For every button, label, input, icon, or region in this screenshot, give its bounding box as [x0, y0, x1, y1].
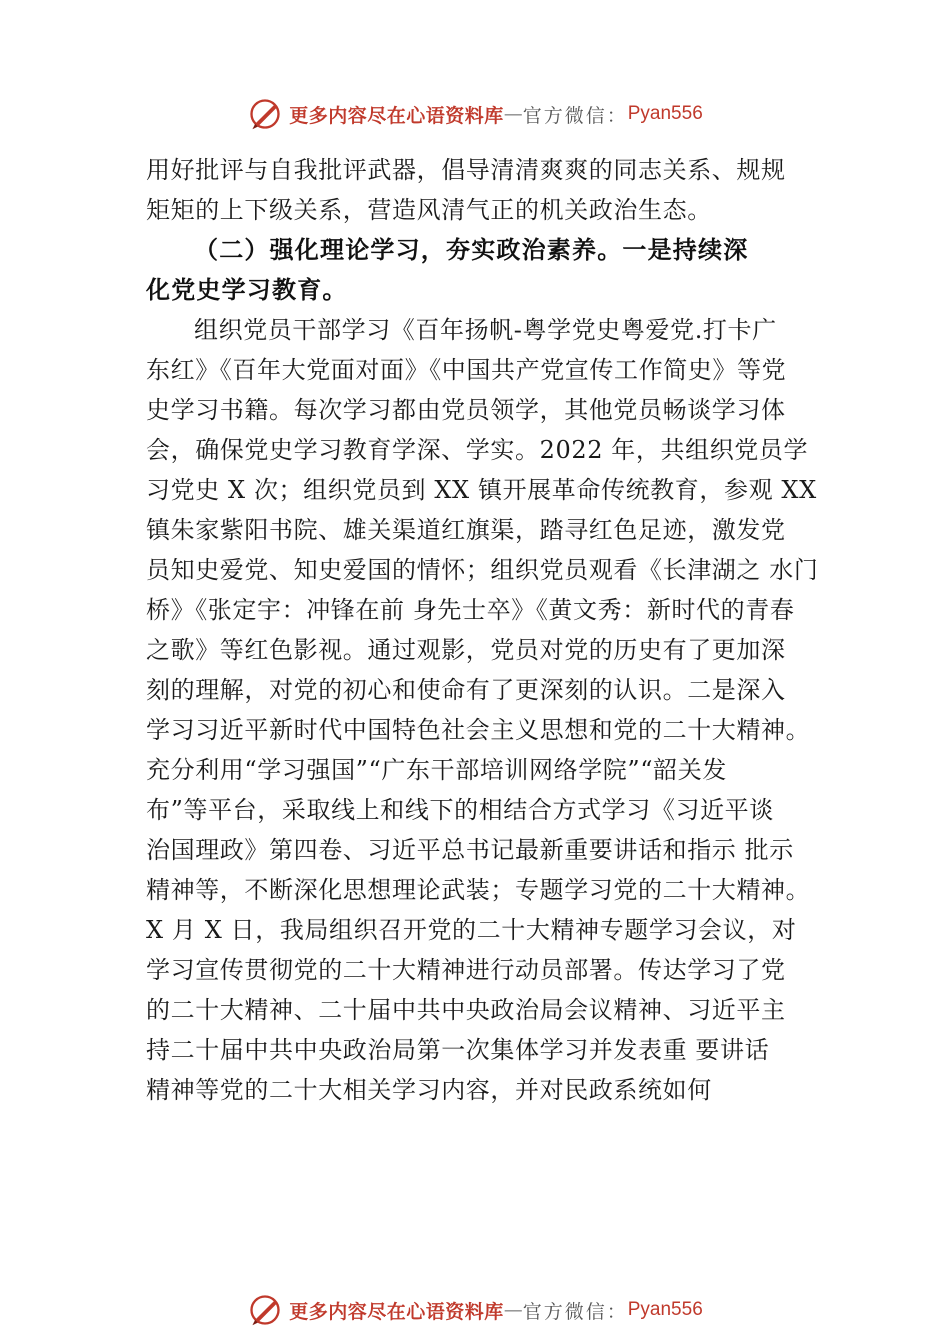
- text-line: 学习宣传贯彻党的二十大精神进行动员部署。传达学习了党: [146, 956, 786, 984]
- section-heading-continued: 化党史学习教育。: [146, 275, 348, 304]
- banner-label: 官方微信：: [522, 1300, 628, 1323]
- text-line: 东红》《百年大党面对面》《中国共产党宣传工作简史》等党: [146, 356, 787, 384]
- text-line: 的二十大精神、二十届中共中央政治局会议精神、习近平主: [146, 996, 786, 1024]
- text-line: 矩矩的上下级关系，营造风清气正的机关政治生态。: [146, 196, 712, 224]
- text-line: 镇朱家紫阳书院、雄关渠道红旗渠，踏寻红色足迹，激发党: [146, 516, 786, 544]
- text-line: 史学习书籍。每次学习都由党员领学，其他党员畅谈学习体: [146, 396, 786, 424]
- banner-dash: —: [503, 1299, 523, 1321]
- paragraph-start-line: 组织党员干部学习《百年扬帆-粤学党史粤爱党.打卡广: [194, 316, 777, 344]
- text-line: 刻的理解，对党的初心和使命有了更深刻的认识。二是深入: [146, 676, 786, 704]
- text-line: 布”等平台，采取线上和线下的相结合方式学习《习近平谈: [146, 796, 774, 824]
- text-line: 习党史 X 次；组织党员到 XX 镇开展革命传统教育，参观 XX: [146, 476, 817, 504]
- pen-logo-icon: [247, 96, 283, 132]
- footer-watermark-banner: [0, 1288, 950, 1332]
- pen-logo-icon: [247, 1292, 283, 1328]
- header-watermark-banner: [0, 92, 950, 136]
- text-line: 之歌》等红色影视。通过观影，党员对党的历史有了更加深: [146, 636, 786, 664]
- text-line: 精神等党的二十大相关学习内容，并对民政系统如何: [146, 1076, 712, 1104]
- text-line: 治国理政》第四卷、习近平总书记最新重要讲话和指示 批示: [146, 836, 794, 864]
- banner-highlight-text: 更多内容尽在心语资料库: [289, 104, 504, 127]
- text-line: 会，确保党史学习教育学深、学实。2022 年，共组织党员学: [146, 436, 809, 464]
- banner-dash: —: [503, 103, 523, 125]
- banner-label: 官方微信：: [522, 104, 628, 127]
- document-body: [146, 150, 826, 1110]
- text-line: 持二十届中共中央政治局第一次集体学习并发表重 要讲话: [146, 1036, 770, 1064]
- text-line: 桥》《张定宇：冲锋在前 身先士卒》《黄文秀：新时代的青春: [146, 596, 795, 624]
- text-line: 精神等，不断深化思想理论武装；专题学习党的二十大精神。: [146, 876, 811, 904]
- text-line: 学习习近平新时代中国特色社会主义思想和党的二十大精神。: [146, 716, 811, 744]
- banner-highlight-text: 更多内容尽在心语资料库: [289, 1300, 504, 1323]
- banner-wechat-id: Pyan556: [627, 103, 703, 124]
- text-line: 员知史爱党、知史爱国的情怀；组织党员观看《长津湖之 水门: [146, 556, 819, 584]
- text-line: 充分利用“学习强国”“广东干部培训网络学院”“韶关发: [146, 756, 727, 784]
- text-line: X 月 X 日，我局组织召开党的二十大精神专题学习会议，对: [146, 916, 797, 944]
- text-line: 用好批评与自我批评武器，倡导清清爽爽的同志关系、规规: [146, 156, 786, 184]
- section-heading: （二）强化理论学习，夯实政治素养。一是持续深: [194, 235, 749, 264]
- banner-wechat-id: Pyan556: [627, 1299, 703, 1320]
